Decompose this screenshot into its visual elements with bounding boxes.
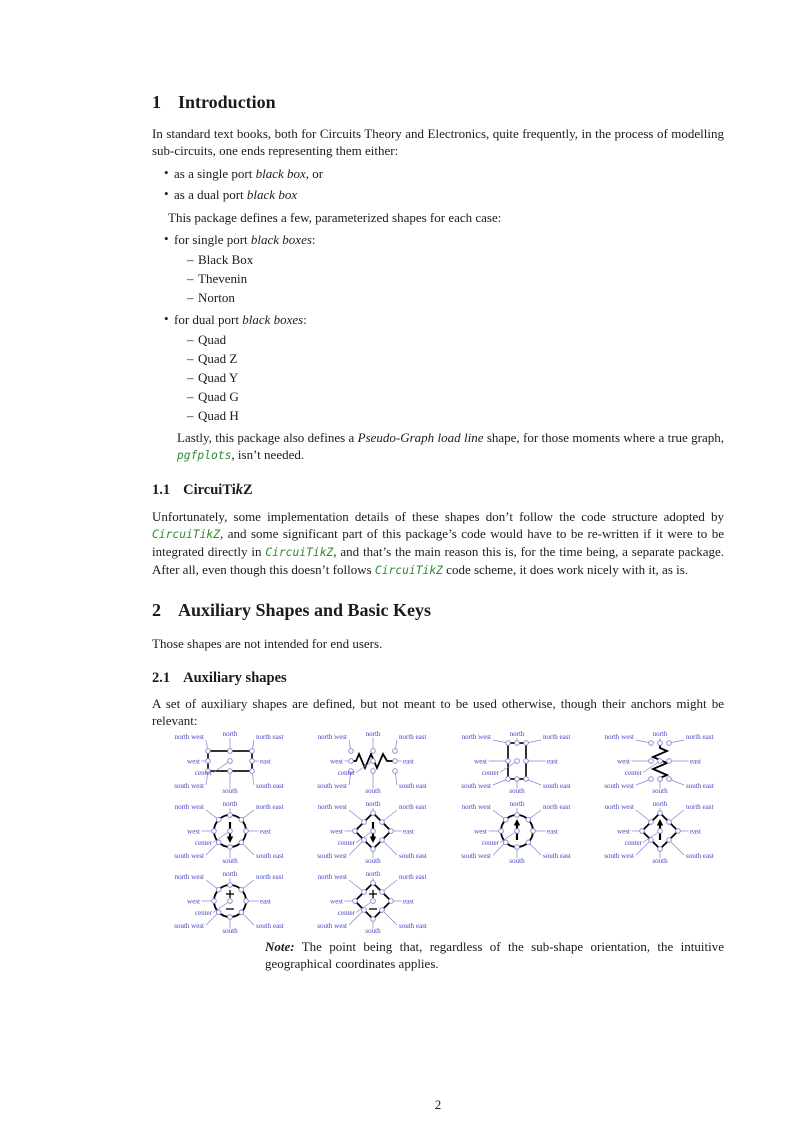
anchor-point-icon	[371, 769, 376, 774]
anchor-point-icon	[524, 759, 529, 764]
anchor-point-icon	[206, 759, 211, 764]
anchor-point-icon	[216, 817, 221, 822]
anchor-label-south-east: south east	[256, 922, 284, 930]
anchor-point-icon	[515, 813, 520, 818]
anchor-label-north-west: north west	[174, 873, 204, 881]
section-number: 2.1	[152, 670, 171, 686]
sub-item-text: Norton	[198, 290, 235, 305]
anchor-diagram-diamond-arrow-up	[590, 798, 730, 864]
anchor-label-south-west: south west	[461, 852, 491, 860]
anchor-point-icon	[649, 759, 654, 764]
anchor-point-icon	[667, 741, 672, 746]
section-title: Introduction	[178, 92, 276, 112]
anchor-label-north-west: north west	[317, 873, 347, 881]
text-segment: , and that’s the main reason this is, for the time being, a separate package. After all, even though this doesn’t follows	[152, 544, 725, 577]
anchor-point-icon	[228, 883, 233, 888]
anchor-point-icon	[216, 840, 221, 845]
diamond-arrow-down-body	[370, 837, 376, 844]
anchor-point-icon	[228, 759, 233, 764]
anchor-label-west: west	[617, 827, 630, 836]
anchor-leader-line	[669, 840, 684, 855]
anchor-label-north: north	[365, 730, 381, 738]
anchor-label-south-west: south west	[604, 782, 634, 790]
anchor-label-south-east: south east	[399, 922, 427, 930]
anchor-label-north-west: north west	[604, 733, 634, 741]
anchor-point-icon	[371, 899, 376, 904]
anchor-label-north-east: north east	[399, 803, 427, 811]
anchor-point-icon	[371, 829, 376, 834]
sub-list-item	[152, 251, 724, 268]
anchor-point-icon	[658, 759, 663, 764]
anchor-label-south: south	[222, 927, 238, 934]
anchor-label-south-west: south west	[317, 922, 347, 930]
dash-marker: –	[187, 389, 194, 404]
anchor-diagram-rect-vertical	[447, 728, 587, 794]
anchor-label-south-east: south east	[543, 782, 571, 790]
bullet-marker: •	[164, 231, 169, 246]
list-cases	[152, 231, 724, 424]
anchor-label-south-west: south west	[461, 782, 491, 790]
anchor-point-icon	[658, 811, 663, 816]
text-segment: Unfortunately, some implementation details of these shapes don’t follow the code structure adopted by	[152, 509, 724, 524]
anchor-point-icon	[362, 890, 367, 895]
paragraph-lastly	[177, 429, 724, 464]
text-segment: :	[303, 312, 307, 327]
sub-list	[152, 331, 724, 424]
anchor-label-north-east: north east	[256, 803, 284, 811]
paragraph-note	[265, 938, 724, 972]
anchor-label-north-east: north east	[543, 803, 571, 811]
inline-code: CircuiTikZ	[374, 564, 443, 577]
anchor-point-icon	[250, 769, 255, 774]
section-heading-introduction	[152, 0, 724, 113]
text-segment: as a dual port	[174, 187, 247, 202]
anchor-label-center: center	[194, 769, 212, 777]
anchor-label-south-west: south west	[317, 782, 347, 790]
text-segment: This package defines a few, parameterized shapes for each case:	[168, 210, 502, 225]
anchor-diagram-resistor-vertical	[590, 728, 730, 794]
anchor-point-icon	[380, 908, 385, 913]
anchor-label-north-east: north east	[686, 733, 714, 741]
circle-arrow-down-body	[227, 837, 233, 844]
anchor-label-south: south	[222, 857, 238, 864]
anchor-label-south: south	[365, 927, 381, 934]
anchor-point-icon	[515, 759, 520, 764]
text-segment: Pseudo-Graph load line	[357, 430, 484, 445]
paragraph-aux-shapes-intro	[152, 695, 724, 729]
text-segment: black boxes	[242, 312, 304, 327]
anchor-point-icon	[526, 817, 531, 822]
anchor-point-icon	[506, 777, 511, 782]
anchor-leader-line	[349, 880, 364, 892]
anchor-point-icon	[371, 811, 376, 816]
anchor-leader-line	[382, 810, 397, 822]
anchor-label-east: east	[403, 897, 414, 906]
paragraph-intro	[152, 125, 724, 159]
circle-arrow-up-body	[514, 819, 520, 826]
sub-list-item	[152, 270, 724, 287]
anchor-diagram-circle-arrow-up	[447, 798, 587, 864]
list-item-text	[174, 166, 323, 181]
sub-item-text: Quad H	[198, 408, 239, 423]
anchor-point-icon	[526, 840, 531, 845]
anchor-point-icon	[216, 887, 221, 892]
text-segment: as a single port	[174, 166, 256, 181]
inline-code: CircuiTikZ	[152, 528, 221, 541]
sub-item-text: Quad	[198, 332, 227, 347]
anchor-label-north: north	[652, 800, 668, 808]
anchor-label-north-west: north west	[461, 803, 491, 811]
section-title: Auxiliary Shapes and Basic Keys	[178, 600, 432, 620]
anchor-point-icon	[228, 845, 233, 850]
anchor-point-icon	[250, 759, 255, 764]
anchor-label-west: west	[330, 827, 343, 836]
anchor-label-north-east: north east	[686, 803, 714, 811]
anchor-point-icon	[640, 829, 645, 834]
anchor-point-icon	[499, 829, 504, 834]
sub-item-text: Quad G	[198, 389, 239, 404]
anchor-leader-line	[669, 810, 684, 822]
anchor-point-icon	[353, 899, 358, 904]
anchor-point-icon	[228, 749, 233, 754]
anchor-point-icon	[503, 817, 508, 822]
anchor-label-north: north	[652, 730, 668, 738]
anchor-label-west: west	[330, 897, 343, 906]
list-item-text	[174, 232, 316, 247]
anchor-point-icon	[239, 887, 244, 892]
section-number: 1	[152, 92, 161, 112]
anchor-point-icon	[393, 759, 398, 764]
sub-list-item	[152, 331, 724, 348]
text-segment: for dual port	[174, 312, 243, 327]
anchor-point-icon	[239, 817, 244, 822]
paragraph-circuitikz	[152, 508, 724, 579]
anchor-point-icon	[228, 829, 233, 834]
anchor-label-west: west	[187, 827, 200, 836]
anchor-label-south-west: south west	[604, 852, 634, 860]
sub-list-item	[152, 369, 724, 386]
text-segment: Z	[243, 482, 253, 498]
sub-item-text: Thevenin	[198, 271, 248, 286]
anchor-label-west: west	[187, 757, 200, 766]
anchor-leader-line	[382, 840, 397, 855]
anchor-point-icon	[228, 813, 233, 818]
sub-list	[152, 251, 724, 306]
anchor-point-icon	[649, 838, 654, 843]
anchor-point-icon	[667, 777, 672, 782]
anchor-label-south-west: south west	[317, 852, 347, 860]
sub-item-text: Black Box	[198, 252, 254, 267]
text-segment: shape, for those moments where a true graph,	[483, 430, 724, 445]
anchor-label-west: west	[474, 827, 487, 836]
anchor-point-icon	[353, 829, 358, 834]
anchor-point-icon	[649, 777, 654, 782]
anchor-label-south: south	[509, 857, 525, 864]
anchor-point-icon	[371, 759, 376, 764]
anchor-diagram-diamond-arrow-down	[303, 798, 443, 864]
list-item	[152, 311, 724, 328]
page-content	[152, 0, 724, 972]
anchor-leader-line	[349, 810, 364, 822]
anchor-label-south: south	[365, 787, 381, 794]
anchor-diagrams-figure	[152, 726, 724, 938]
anchor-label-north-west: north west	[461, 733, 491, 741]
anchor-point-icon	[362, 820, 367, 825]
anchor-label-south-east: south east	[256, 782, 284, 790]
anchor-point-icon	[244, 899, 249, 904]
sub-item-text: Quad Y	[198, 370, 239, 385]
anchor-point-icon	[389, 829, 394, 834]
anchor-label-east: east	[260, 757, 271, 766]
anchor-point-icon	[676, 829, 681, 834]
anchor-label-east: east	[690, 827, 701, 836]
text-segment: :	[311, 232, 316, 247]
section-heading-auxiliary-shapes	[152, 669, 724, 687]
anchor-label-north-west: north west	[174, 803, 204, 811]
bullet-marker: •	[164, 311, 169, 326]
text-segment: k	[235, 482, 244, 498]
text-segment: , isn’t needed.	[231, 447, 305, 462]
anchor-label-north: north	[509, 730, 525, 738]
anchor-diagram-circle-plus-minus	[160, 868, 300, 934]
text-segment: black box	[255, 166, 306, 181]
anchor-label-north-west: north west	[317, 803, 347, 811]
anchor-label-south: south	[652, 787, 668, 794]
anchor-leader-line	[636, 810, 651, 822]
dash-marker: –	[187, 370, 194, 385]
anchor-point-icon	[503, 840, 508, 845]
text-segment: black boxes	[250, 232, 312, 247]
text-segment: for single port	[174, 232, 251, 247]
anchor-point-icon	[212, 829, 217, 834]
text-segment: , and some significant part of this package’s code would have to be re-written if it were to be integrated directly in	[152, 526, 724, 559]
anchor-label-center: center	[624, 839, 642, 847]
text-segment: In standard text books, both for Circuits Theory and Electronics, quite frequently, in the process of modelling sub-circuits, one ends representing them either:	[152, 126, 724, 158]
section-title: Auxiliary shapes	[183, 670, 287, 686]
anchor-label-south-west: south west	[174, 852, 204, 860]
anchor-point-icon	[380, 890, 385, 895]
list-ports	[152, 165, 724, 203]
section-number: 1.1	[152, 482, 171, 498]
anchor-label-center: center	[481, 839, 499, 847]
anchor-point-icon	[524, 741, 529, 746]
anchor-point-icon	[658, 741, 663, 746]
anchor-point-icon	[393, 749, 398, 754]
anchor-diagram-resistor-horizontal	[303, 728, 443, 794]
page-number: 2	[434, 1097, 442, 1112]
anchor-point-icon	[239, 910, 244, 915]
anchor-label-north: north	[222, 870, 238, 878]
anchor-point-icon	[393, 769, 398, 774]
text-segment: The point being that, regardless of the sub-shape orientation, the intuitive geographical coordinates applies.	[265, 939, 724, 971]
section-number: 2	[152, 600, 161, 620]
anchor-label-west: west	[187, 897, 200, 906]
anchor-point-icon	[362, 838, 367, 843]
anchor-point-icon	[371, 749, 376, 754]
anchor-point-icon	[380, 820, 385, 825]
anchor-point-icon	[667, 838, 672, 843]
anchor-label-south-east: south east	[256, 852, 284, 860]
anchor-label-north: north	[222, 800, 238, 808]
anchor-label-west: west	[474, 757, 487, 766]
section-heading-circuitikz	[152, 481, 724, 499]
diamond-arrow-up-body	[657, 819, 663, 826]
anchor-label-east: east	[547, 827, 558, 836]
anchor-label-west: west	[617, 757, 630, 766]
dash-marker: –	[187, 271, 194, 286]
inline-code: CircuiTikZ	[265, 546, 334, 559]
text-segment: A set of auxiliary shapes are defined, but not meant to be used otherwise, though their anchors might be relevant:	[152, 696, 724, 728]
anchor-label-south-east: south east	[543, 852, 571, 860]
anchor-label-north: north	[509, 800, 525, 808]
anchor-point-icon	[250, 749, 255, 754]
text-segment: black box	[246, 187, 298, 202]
dash-marker: –	[187, 351, 194, 366]
anchor-point-icon	[658, 847, 663, 852]
anchor-label-north: north	[365, 800, 381, 808]
sub-list-item	[152, 289, 724, 306]
anchor-point-icon	[531, 829, 536, 834]
anchor-label-south-east: south east	[686, 782, 714, 790]
anchor-label-center: center	[337, 769, 355, 777]
anchor-label-north-east: north east	[256, 733, 284, 741]
anchor-point-icon	[649, 741, 654, 746]
dash-marker: –	[187, 252, 194, 267]
anchor-label-north-east: north east	[543, 733, 571, 741]
anchor-label-south: south	[652, 857, 668, 864]
anchor-label-east: east	[403, 827, 414, 836]
anchor-label-south-west: south west	[174, 922, 204, 930]
section-heading-auxiliary-shapes-keys	[152, 599, 724, 621]
list-item-text	[174, 187, 297, 202]
anchor-point-icon	[239, 840, 244, 845]
inline-code: pgfplots	[177, 449, 232, 462]
anchor-point-icon	[228, 899, 233, 904]
sub-list-item	[152, 350, 724, 367]
anchor-point-icon	[524, 777, 529, 782]
anchor-point-icon	[515, 845, 520, 850]
anchor-label-south-east: south east	[686, 852, 714, 860]
anchor-point-icon	[649, 820, 654, 825]
anchor-point-icon	[515, 777, 520, 782]
anchor-label-south: south	[365, 857, 381, 864]
anchor-point-icon	[228, 769, 233, 774]
anchor-label-north-east: north east	[399, 873, 427, 881]
anchor-point-icon	[371, 847, 376, 852]
anchor-point-icon	[362, 908, 367, 913]
anchor-label-center: center	[194, 909, 212, 917]
anchor-leader-line	[382, 910, 397, 925]
anchor-label-west: west	[330, 757, 343, 766]
anchor-point-icon	[506, 741, 511, 746]
list-item	[152, 186, 724, 203]
bullet-marker: •	[164, 165, 169, 180]
anchor-label-north-east: north east	[399, 733, 427, 741]
anchor-point-icon	[371, 881, 376, 886]
anchor-point-icon	[389, 899, 394, 904]
anchor-point-icon	[515, 829, 520, 834]
anchor-point-icon	[212, 899, 217, 904]
anchor-label-south: south	[222, 787, 238, 794]
anchor-point-icon	[349, 749, 354, 754]
paragraph-not-intended	[152, 635, 724, 652]
anchor-label-south-east: south east	[399, 852, 427, 860]
dash-marker: –	[187, 408, 194, 423]
anchor-label-south-west: south west	[174, 782, 204, 790]
anchor-label-north-west: north west	[174, 733, 204, 741]
anchor-point-icon	[228, 915, 233, 920]
anchor-point-icon	[515, 741, 520, 746]
anchor-point-icon	[658, 829, 663, 834]
anchor-diagram-diamond-plus-minus	[303, 868, 443, 934]
anchor-label-north: north	[365, 870, 381, 878]
anchor-point-icon	[667, 820, 672, 825]
text-segment: , or	[305, 166, 324, 181]
text-segment: CircuiTi	[183, 482, 236, 498]
dash-marker: –	[187, 290, 194, 305]
list-item-text	[174, 312, 307, 327]
anchor-label-center: center	[337, 839, 355, 847]
text-segment: code scheme, it does work nicely with it, as is.	[442, 562, 689, 577]
list-item	[152, 231, 724, 248]
anchor-diagram-rect-horizontal	[160, 728, 300, 794]
anchor-point-icon	[216, 910, 221, 915]
text-segment: Note:	[265, 939, 295, 954]
anchor-label-east: east	[547, 757, 558, 766]
anchor-label-east: east	[403, 757, 414, 766]
anchor-label-center: center	[194, 839, 212, 847]
anchor-point-icon	[658, 777, 663, 782]
section-title	[183, 482, 253, 498]
sub-item-text: Quad Z	[198, 351, 238, 366]
dash-marker: –	[187, 332, 194, 347]
anchor-leader-line	[382, 880, 397, 892]
anchor-label-center: center	[337, 909, 355, 917]
anchor-label-south: south	[509, 787, 525, 794]
anchor-label-center: center	[481, 769, 499, 777]
list-item	[152, 165, 724, 182]
anchor-label-east: east	[260, 897, 271, 906]
text-segment: Those shapes are not intended for end users.	[152, 636, 383, 651]
text-segment: Lastly, this package also defines a	[177, 430, 358, 445]
anchor-label-east: east	[260, 827, 271, 836]
bullet-marker: •	[164, 186, 169, 201]
anchor-label-east: east	[690, 757, 701, 766]
anchor-label-center: center	[624, 769, 642, 777]
sub-list-item	[152, 407, 724, 424]
anchor-label-south-east: south east	[399, 782, 427, 790]
anchor-point-icon	[206, 749, 211, 754]
anchor-label-north-west: north west	[604, 803, 634, 811]
anchor-label-north-east: north east	[256, 873, 284, 881]
anchor-point-icon	[349, 759, 354, 764]
anchor-label-north-west: north west	[317, 733, 347, 741]
anchor-diagram-circle-arrow-down	[160, 798, 300, 864]
anchor-point-icon	[380, 838, 385, 843]
anchor-label-north: north	[222, 730, 238, 738]
anchor-point-icon	[371, 917, 376, 922]
anchor-point-icon	[244, 829, 249, 834]
paragraph-package-defines	[152, 209, 724, 226]
anchor-point-icon	[667, 759, 672, 764]
sub-list-item	[152, 388, 724, 405]
anchor-point-icon	[506, 759, 511, 764]
